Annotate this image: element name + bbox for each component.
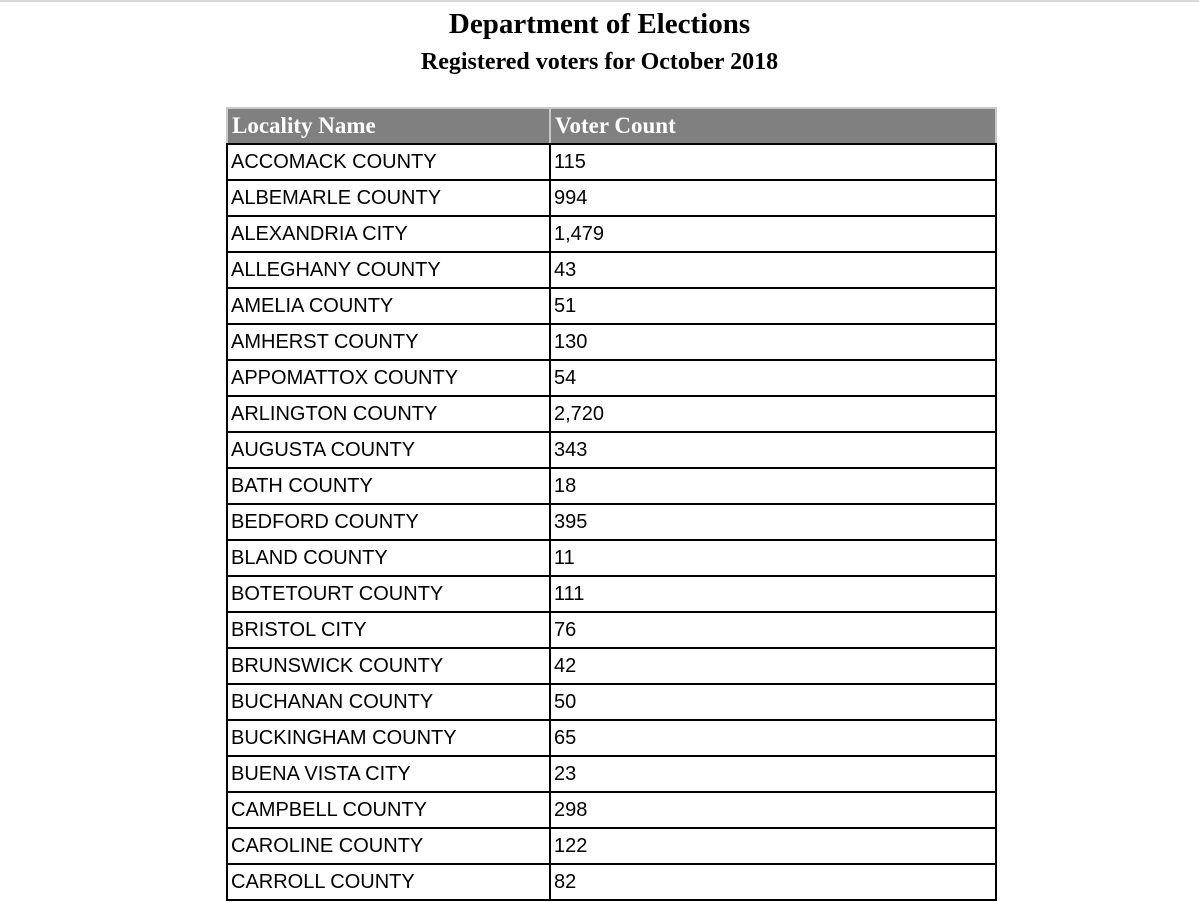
locality-name-cell: BEDFORD COUNTY (227, 504, 550, 540)
voter-count-cell: 122 (550, 828, 996, 864)
locality-name-cell: BOTETOURT COUNTY (227, 576, 550, 612)
voter-count-cell: 18 (550, 468, 996, 504)
locality-name-cell: BATH COUNTY (227, 468, 550, 504)
locality-name-cell: CAMPBELL COUNTY (227, 792, 550, 828)
voter-count-cell: 51 (550, 288, 996, 324)
voter-count-cell: 298 (550, 792, 996, 828)
table-row (227, 216, 996, 252)
locality-name-cell: AUGUSTA COUNTY (227, 432, 550, 468)
table-row (227, 540, 996, 576)
table-row (227, 288, 996, 324)
locality-name-cell: ACCOMACK COUNTY (227, 144, 550, 180)
table-row (227, 432, 996, 468)
voter-count-cell: 50 (550, 684, 996, 720)
table-header-row (227, 108, 996, 144)
table-row (227, 792, 996, 828)
voter-count-cell: 54 (550, 360, 996, 396)
voter-table (226, 107, 997, 901)
locality-name-cell: ALEXANDRIA CITY (227, 216, 550, 252)
locality-name-cell: BRUNSWICK COUNTY (227, 648, 550, 684)
table-row (227, 396, 996, 432)
voter-count-cell: 65 (550, 720, 996, 756)
voter-count-cell: 395 (550, 504, 996, 540)
column-header-voter-count: Voter Count (550, 108, 996, 144)
locality-name-cell: BUCKINGHAM COUNTY (227, 720, 550, 756)
voter-count-cell: 111 (550, 576, 996, 612)
table-row (227, 756, 996, 792)
voter-count-cell: 2,720 (550, 396, 996, 432)
column-header-locality-name: Locality Name (227, 108, 550, 144)
table-row (227, 648, 996, 684)
table-row (227, 864, 996, 900)
table-row (227, 720, 996, 756)
document-header (0, 6, 1199, 77)
table-row (227, 360, 996, 396)
locality-name-cell: AMHERST COUNTY (227, 324, 550, 360)
table-row (227, 180, 996, 216)
voter-count-cell: 994 (550, 180, 996, 216)
table-row (227, 252, 996, 288)
voter-count-cell: 42 (550, 648, 996, 684)
voter-count-cell: 11 (550, 540, 996, 576)
locality-name-cell: CAROLINE COUNTY (227, 828, 550, 864)
table-row (227, 324, 996, 360)
table-body (227, 144, 996, 900)
voter-count-cell: 43 (550, 252, 996, 288)
top-divider (0, 0, 1199, 2)
table-row (227, 504, 996, 540)
page-subtitle: Registered voters for October 2018 (420, 49, 779, 75)
locality-name-cell: BLAND COUNTY (227, 540, 550, 576)
locality-name-cell: AMELIA COUNTY (227, 288, 550, 324)
voter-count-cell: 1,479 (550, 216, 996, 252)
table-row (227, 828, 996, 864)
voter-count-cell: 23 (550, 756, 996, 792)
voter-count-cell: 130 (550, 324, 996, 360)
page-title: Department of Elections (448, 8, 751, 40)
table-row (227, 612, 996, 648)
voter-count-cell: 82 (550, 864, 996, 900)
table-row (227, 144, 996, 180)
locality-name-cell: ALBEMARLE COUNTY (227, 180, 550, 216)
locality-name-cell: CARROLL COUNTY (227, 864, 550, 900)
locality-name-cell: APPOMATTOX COUNTY (227, 360, 550, 396)
table-header (227, 108, 996, 144)
locality-name-cell: BUENA VISTA CITY (227, 756, 550, 792)
locality-name-cell: BRISTOL CITY (227, 612, 550, 648)
locality-name-cell: BUCHANAN COUNTY (227, 684, 550, 720)
locality-name-cell: ARLINGTON COUNTY (227, 396, 550, 432)
locality-name-cell: ALLEGHANY COUNTY (227, 252, 550, 288)
voter-table-container (226, 107, 995, 901)
table-row (227, 576, 996, 612)
voter-count-cell: 343 (550, 432, 996, 468)
voter-count-cell: 115 (550, 144, 996, 180)
table-row (227, 684, 996, 720)
table-row (227, 468, 996, 504)
voter-count-cell: 76 (550, 612, 996, 648)
